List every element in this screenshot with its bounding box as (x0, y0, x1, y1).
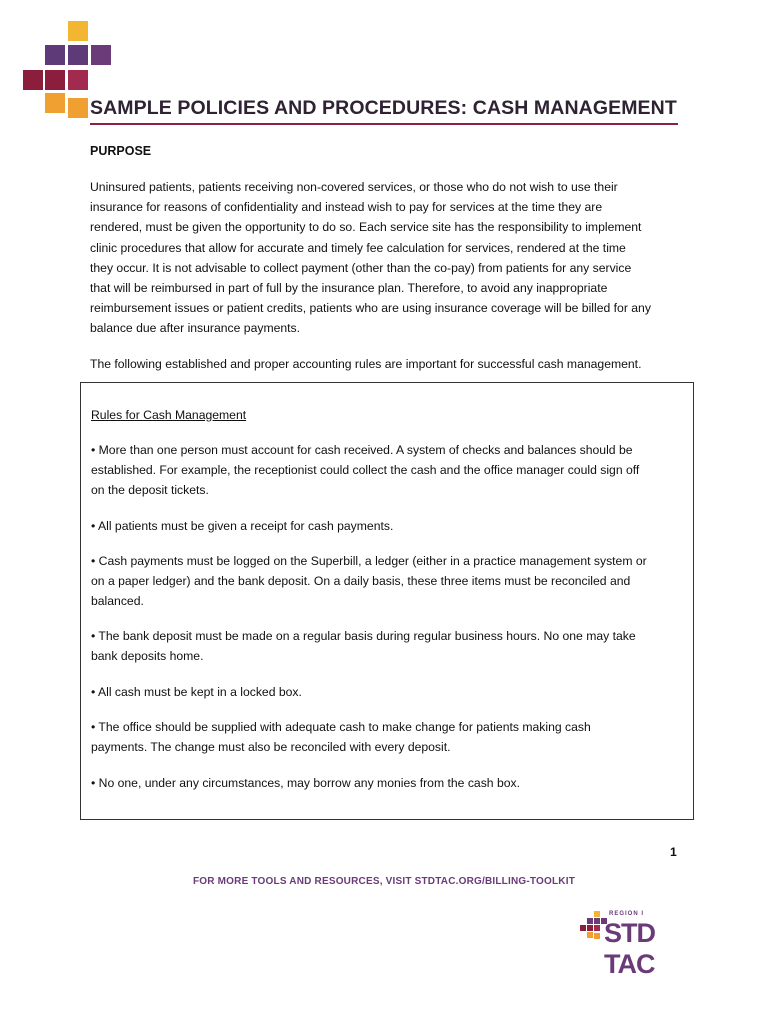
paragraph-line: they occur. It is not advisable to collect payment (other than the co-pay) from patients for any service (90, 260, 632, 275)
purpose-heading: PURPOSE (90, 144, 152, 158)
paragraph-line: clinic procedures that allow for accurate and timely fee calculation for services, rendered at the time (90, 240, 626, 255)
rule-line: • Cash payments must be logged on the Superbill, a ledger (either in a practice management system or (91, 554, 647, 568)
rule-item (91, 626, 683, 666)
rule-line: • All patients must be given a receipt for cash payments. (91, 519, 394, 533)
logo-square (45, 45, 65, 65)
intro-paragraph: The following established and proper accounting rules are important for successful cash management. (90, 357, 642, 371)
logo-square (23, 70, 43, 90)
logo-square (68, 21, 88, 41)
logo-square (68, 70, 88, 90)
purpose-paragraph (90, 177, 690, 339)
rule-line: • No one, under any circumstances, may borrow any monies from the cash box. (91, 776, 520, 790)
rule-line: • The bank deposit must be made on a regular basis during regular business hours. No one may take (91, 629, 636, 643)
rule-line: established. For example, the receptionist could collect the cash and the office manager could sign off (91, 463, 640, 478)
logo-square (45, 70, 65, 90)
rules-title: Rules for Cash Management (91, 408, 247, 422)
title-divider (90, 123, 678, 125)
region-label: REGION I (609, 911, 645, 917)
logo-square (594, 911, 600, 917)
rule-item (91, 440, 683, 501)
logo-square (587, 932, 593, 938)
rule-line: bank deposits home. (91, 649, 204, 664)
logo-square (587, 918, 593, 924)
rule-line: • All cash must be kept in a locked box. (91, 685, 302, 699)
rule-item (91, 717, 683, 757)
logo-square (91, 45, 111, 65)
rule-line: • The office should be supplied with adequate cash to make change for patients making cash (91, 720, 591, 734)
rule-line: • More than one person must account for cash received. A system of checks and balances should be (91, 443, 633, 457)
logo-square (594, 925, 600, 931)
paragraph-line: reimbursement issues or patient credits, patients who are using insurance coverage will be billed for any (90, 301, 651, 316)
logo-square (594, 933, 600, 939)
logo-square (68, 98, 88, 118)
rule-item (91, 773, 683, 793)
std-tac-logo (578, 908, 688, 979)
rule-line: payments. The change must also be reconciled with every deposit. (91, 740, 451, 755)
paragraph-line: balance due after insurance payments. (90, 321, 301, 336)
logo-square (580, 925, 586, 931)
paragraph-line: that will be reimbursed in part of full by the insurance plan. Therefore, to avoid any inappropriate (90, 281, 608, 296)
brand-name: STD TAC (604, 918, 655, 979)
rule-line: balanced. (91, 594, 144, 609)
rule-item (91, 551, 683, 612)
paragraph-line: Uninsured patients, patients receiving non-covered services, or those who do not wish to use their (90, 180, 618, 194)
logo-square (594, 918, 600, 924)
paragraph-line: insurance for reasons of confidentiality and instead wish to pay for services at the time they are (90, 200, 603, 215)
logo-square (68, 45, 88, 65)
logo-square (45, 93, 65, 113)
rule-line: on a paper ledger) and the bank deposit. On a daily basis, these three items must be reconciled and (91, 574, 631, 589)
footer-resources-link[interactable]: FOR MORE TOOLS AND RESOURCES, VISIT STDTAC.ORG/BILLING-TOOLKIT (192, 876, 576, 887)
page-title: SAMPLE POLICIES AND PROCEDURES: CASH MANAGEMENT (90, 97, 677, 119)
page-number: 1 (670, 845, 677, 859)
rule-item (91, 682, 683, 702)
rules-box (80, 382, 694, 820)
logo-square (587, 925, 593, 931)
paragraph-line: rendered, must be given the opportunity to do so. Each service site has the responsibility to implement (90, 220, 642, 235)
rule-item (91, 516, 683, 536)
rule-line: on the deposit tickets. (91, 483, 209, 498)
